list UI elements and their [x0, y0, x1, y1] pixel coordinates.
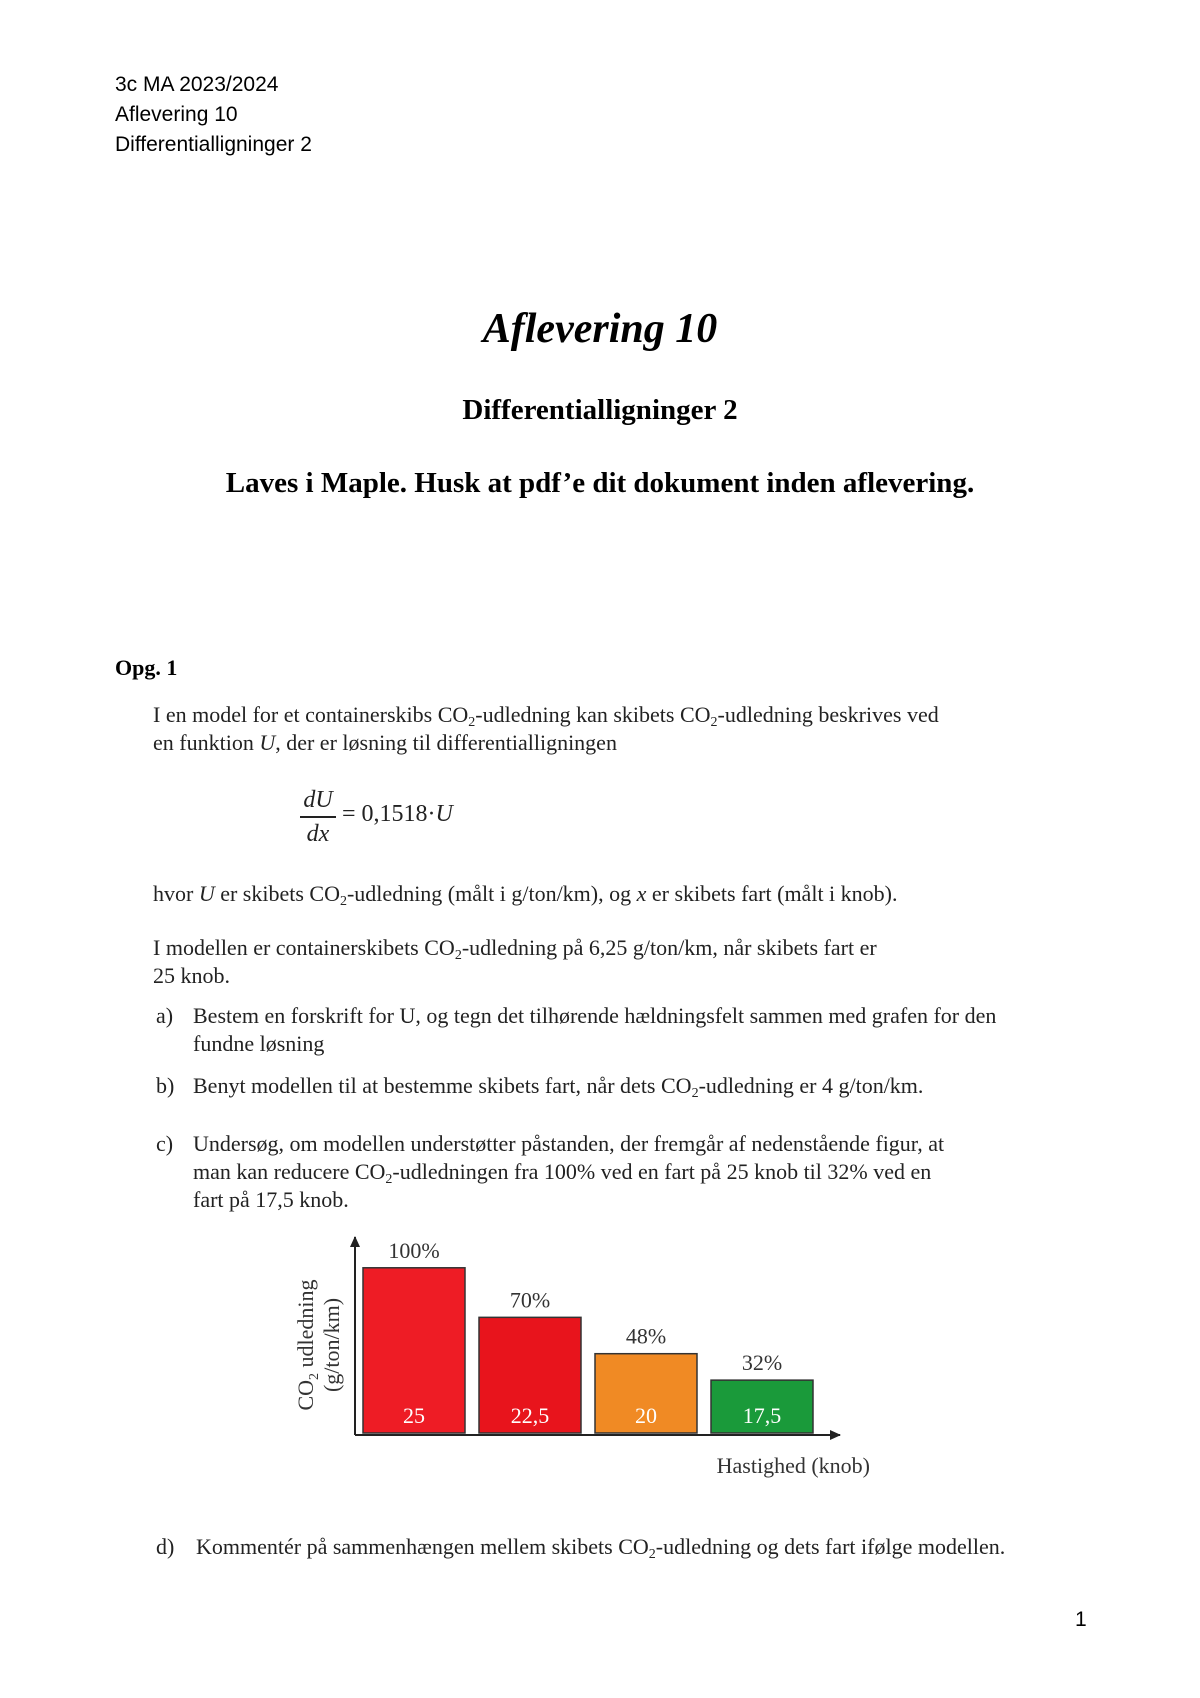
- equation-fraction: [300, 785, 336, 849]
- fraction-bar: [300, 816, 336, 818]
- bar-percent-label-1: 100%: [388, 1237, 440, 1263]
- bar-speed-label-3: 20: [635, 1403, 657, 1428]
- page-title: Aflevering 10: [482, 306, 718, 352]
- header-course: 3c MA 2023/2024: [115, 73, 279, 96]
- bar-speed-label-1: 25: [403, 1403, 425, 1428]
- header-assignment: Aflevering 10: [115, 103, 238, 126]
- bar-percent-label-4: 32%: [741, 1350, 783, 1376]
- svg-text:CO2 udledning: $CO_2$ udledning: [293, 1279, 322, 1411]
- intro-line-1: I en model for et containerskibs $CO_2$-udledning kan skibets $CO_2$-udledning beskrives ved: [153, 702, 939, 730]
- page-number: 1: [1075, 1608, 1087, 1631]
- bar-speed-label-2: 22,5: [510, 1403, 550, 1428]
- x-axis-label: Hastighed (knob): [716, 1453, 870, 1478]
- variable-definitions: hvor U er skibets $CO_2$-udledning (målt i g/ton/km), og x er skibets fart (målt i knob).: [153, 881, 898, 909]
- equation-numerator: dU: [303, 787, 333, 813]
- equation-denominator: dx: [306, 821, 330, 847]
- bar-percent-label-2: 70%: [509, 1287, 551, 1313]
- task-label: Opg. 1: [115, 655, 178, 680]
- question-b-label: b): [156, 1073, 175, 1098]
- question-d-label: d): [156, 1534, 175, 1559]
- task-intro: [153, 701, 939, 757]
- y-axis-label: [293, 1279, 344, 1410]
- equation-rhs: = 0,1518·U: [342, 801, 453, 827]
- bar-speed-label-4: 17,5: [742, 1403, 782, 1428]
- bar-percent-label-3: 48%: [625, 1323, 667, 1349]
- page-subtitle: Differentialligninger 2: [462, 394, 738, 426]
- document-header: [115, 70, 312, 160]
- co2-bar-chart: [285, 1225, 885, 1485]
- header-topic: Differentialligninger 2: [115, 133, 312, 156]
- instruction-note: Laves i Maple. Husk at pdf’e dit dokument inden aflevering.: [225, 467, 975, 499]
- model-condition: I modellen er containerskibets $CO_2$-udledning på 6,25 g/ton/km, når skibets fart er 25 knob.: [153, 935, 877, 988]
- intro-line-2: en funktion U, der er løsning til differentialligningen: [153, 730, 617, 755]
- svg-text:(g/ton/km): (g/ton/km): [319, 1297, 344, 1393]
- question-c-label: c): [156, 1131, 174, 1156]
- question-a-label: a): [156, 1003, 174, 1028]
- bars-layer: [363, 1238, 813, 1433]
